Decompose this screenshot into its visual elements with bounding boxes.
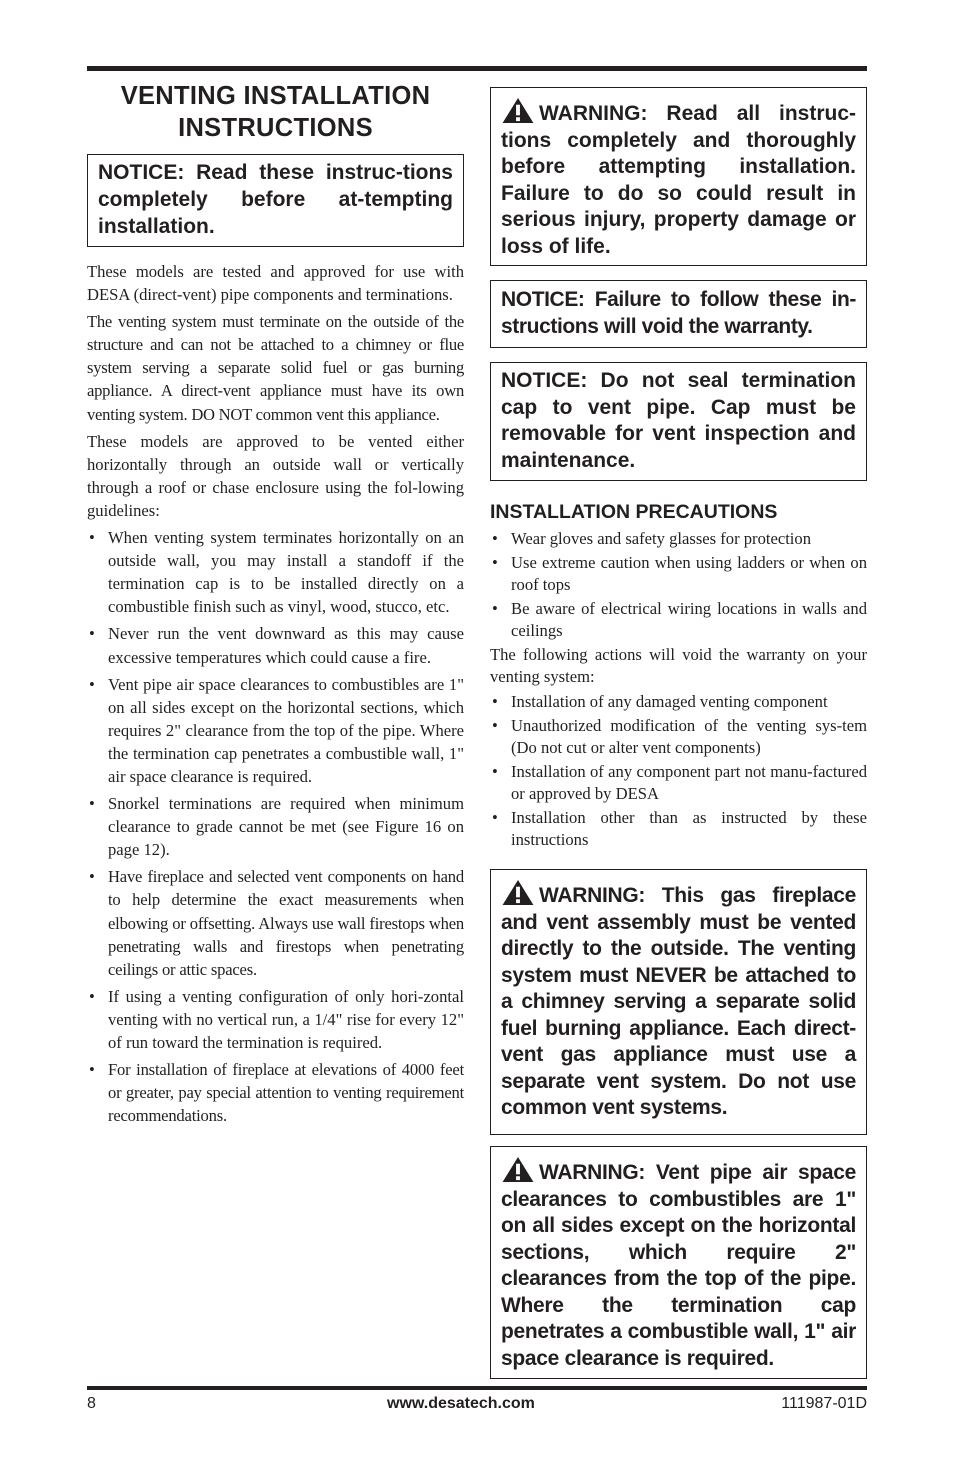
warning-triangle-icon: [501, 97, 535, 123]
list-item: • Never run the vent downward as this may cause excessive temperatures which could cause a fire.: [87, 622, 464, 668]
list-item: • If using a venting configuration of only hori-zontal venting with no vertical run, a 1/4" rise for every 12" of run toward the termination is required.: [87, 985, 464, 1054]
precautions-list: [490, 528, 867, 642]
warning-box-2: [490, 869, 867, 1135]
notice-box: NOTICE: Read these instruc-tions completely before at-tempting installation.: [87, 154, 464, 247]
void-list: [490, 691, 867, 851]
list-item: • Installation of any damaged venting component: [490, 691, 867, 713]
section-title: [87, 80, 464, 144]
paragraph-3: These models are approved to be vented either horizontally through an outside wall or vertically through a roof or chase enclosure using the fol-lowing guidelines:: [87, 431, 464, 520]
title-line-1: VENTING INSTALLATION: [120, 82, 431, 110]
notice-box-warranty: NOTICE: Failure to follow these in-structions will void the warranty.: [490, 280, 867, 348]
list-item: • Unauthorized modification of the venting sys-tem (Do not cut or alter vent components): [490, 715, 867, 759]
warning-box-3: [490, 1146, 867, 1379]
warning-box-1: [490, 87, 867, 266]
list-item: • Snorkel terminations are required when minimum clearance to grade cannot be met (see Figure 16 on page 12).: [87, 792, 464, 861]
notice-box-termination: NOTICE: Do not seal termination cap to vent pipe. Cap must be removable for vent inspection and maintenance.: [490, 362, 867, 481]
title-line-2: INSTRUCTIONS: [178, 114, 373, 142]
list-item: • Be aware of electrical wiring locations in walls and ceilings: [490, 598, 867, 642]
paragraph-2: The venting system must terminate on the outside of the structure and can not be attached to a chimney or flue system serving a separate solid fuel or gas burning appliance. A direct-vent appliance must have its own venting system. DO NOT common vent this appliance.: [87, 312, 464, 424]
warning-triangle-icon: [501, 1156, 535, 1182]
left-column: [87, 80, 464, 1131]
warning-triangle-icon: [501, 879, 535, 905]
list-item: • Have fireplace and selected vent components on hand to help determine the exact measurements when elbowing or offsetting. Always use wall firestops when penetrating walls and firestops when penetrating ceilings or attic spaces.: [87, 865, 464, 980]
page-number: 8: [87, 1395, 96, 1412]
paragraph-1: These models are tested and approved for use with DESA (direct-vent) pipe components and terminations.: [87, 262, 464, 305]
website-link[interactable]: www.desatech.com: [387, 1395, 535, 1412]
list-item: • Installation of any component part not manu-factured or approved by DESA: [490, 761, 867, 805]
right-column: [490, 87, 867, 1370]
list-item: • When venting system terminates horizontally on an outside wall, you may install a standoff if the termination cap is to be installed directly on a combustible finish such as vinyl, wood, stucco, etc.: [87, 526, 464, 618]
warning-text-2: WARNING: This gas fireplace and vent assembly must be vented directly to the outside. The venting system must NEVER be attached to a chimney serving a separate solid fuel burning appliance. Each direct-vent gas appliance must use a separate vent system. Do not use common vent systems.: [501, 884, 856, 1119]
warning-text-3: WARNING: Vent pipe air space clearances to combustibles are 1" on all sides except on the horizontal sections, which require 2" clearances from the top of the pipe. Where the termination cap penetrates a combustible wall, 1" air space clearance is required.: [501, 1161, 856, 1370]
list-item: • Use extreme caution when using ladders or when on roof tops: [490, 552, 867, 596]
list-item: • For installation of fireplace at elevations of 4000 feet or greater, pay special attention to venting requirement recommendations.: [87, 1058, 464, 1127]
bottom-rule: [87, 1386, 867, 1390]
list-item: • Wear gloves and safety glasses for protection: [490, 528, 867, 550]
top-rule: [87, 66, 867, 71]
list-item: • Vent pipe air space clearances to combustibles are 1" on all sides except on the horizontal sections, which requires 2" clearance from the top of the pipe. Where the termination cap penetrates a combustible wall, 1" air space clearance is required.: [87, 673, 464, 788]
guidelines-list: [87, 526, 464, 1127]
list-item: • Installation other than as instructed by these instructions: [490, 807, 867, 851]
document-number: 111987-01D: [781, 1395, 867, 1412]
void-intro: The following actions will void the warranty on your venting system:: [490, 645, 867, 686]
precautions-heading: INSTALLATION PRECAUTIONS: [490, 501, 778, 523]
warning-text-1: WARNING: Read all instruc-tions completely and thoroughly before attempting installation. Failure to do so could result in serious injury, property damage or loss of life.: [501, 102, 856, 258]
